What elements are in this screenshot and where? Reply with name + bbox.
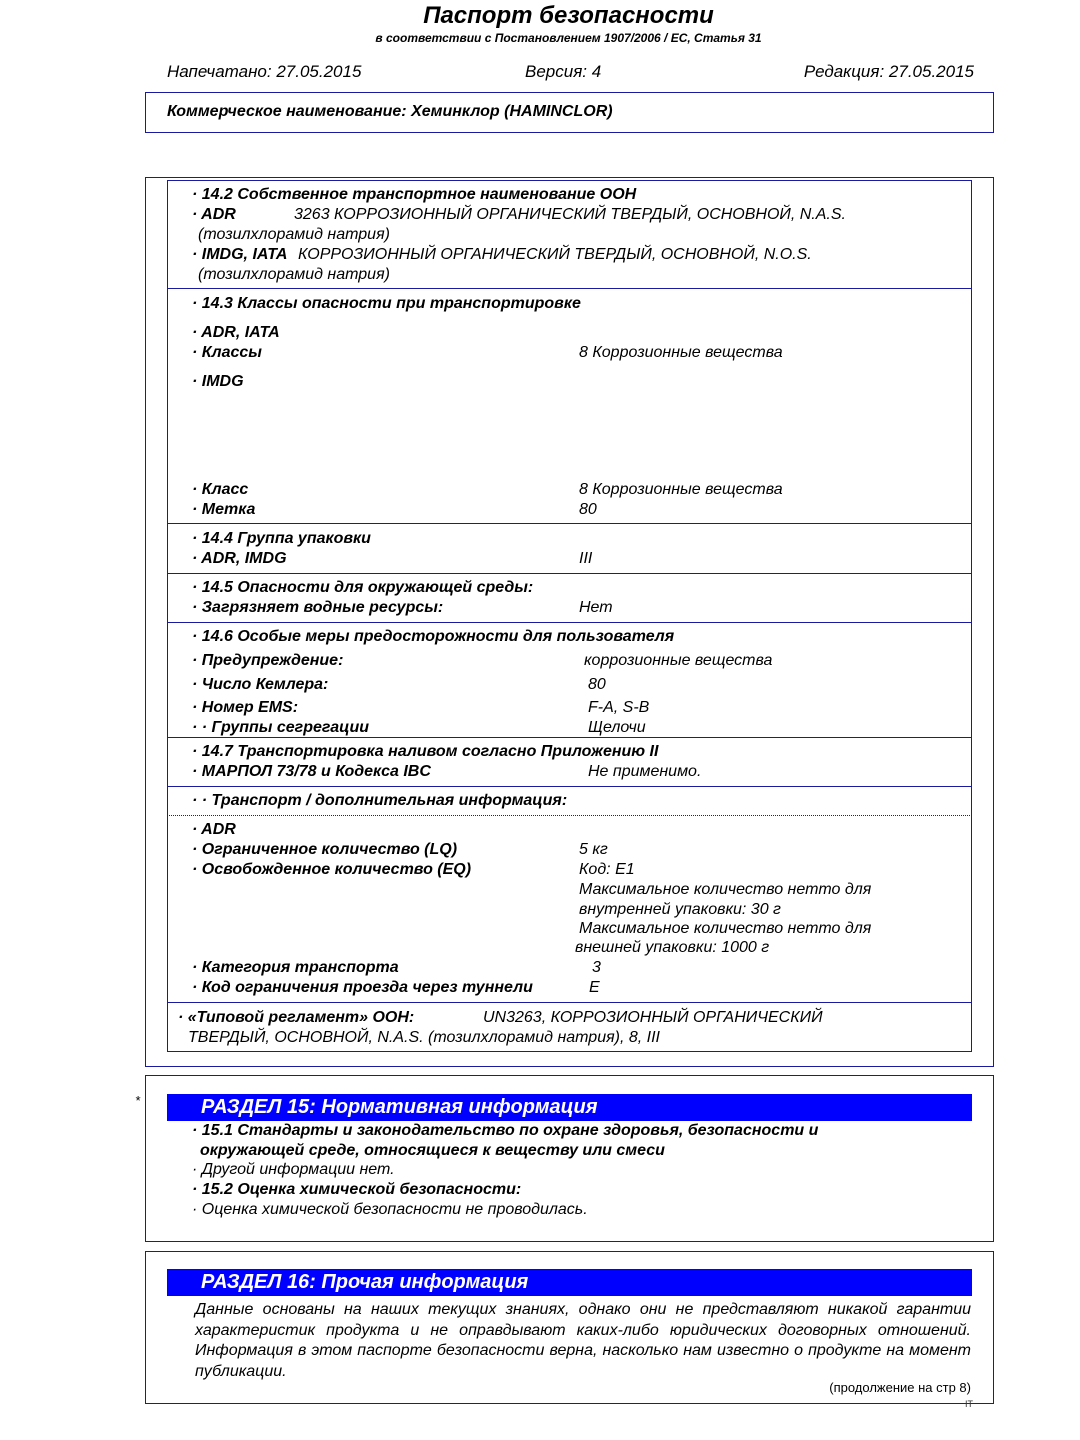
document-subtitle: в соответствии с Постановлением 1907/2006 / EC, Статья 31 (375, 31, 762, 45)
s15-1-line2: окружающей среде, относящиеся к веществу или смеси (200, 1142, 665, 1159)
s14-3-heading: · 14.3 Классы опасности при транспортировке (192, 295, 581, 312)
model-regulation-value-2: ТВЕРДЫЙ, ОСНОВНОЙ, N.A.S. (тозилхлорамид натрия), 8, III (188, 1029, 660, 1046)
divider (167, 737, 972, 738)
section16-text: Данные основаны на наших текущих знаниях, однако они не представляют никакой гарантии характеристик продукта и не оправдывают каких-либо юридических договорных отношений. Информация в этом паспорте безопасности верна, насколько нам известно о продукте на момент публикации. (195, 1301, 971, 1380)
transport-category-label: · Категория транспорта (192, 959, 399, 976)
eq-value-code: Код: E1 (579, 861, 635, 878)
transport-adr: · ADR (192, 821, 236, 838)
s14-6-kemler-label: · Число Кемлера: (192, 676, 329, 693)
document-title: Паспорт безопасности (423, 2, 714, 29)
change-marker: * (135, 1093, 141, 1108)
s14-6-ems-label: · Номер EMS: (192, 699, 299, 716)
s14-2-imdg-value-2: (тозилхлорамид натрия) (198, 266, 390, 283)
tunnel-code-label: · Код ограничения проезда через туннели (192, 979, 533, 996)
s14-6-seg-label: · · Группы сегрегации (192, 719, 369, 736)
s14-6-seg-value: Щелочи (588, 719, 646, 736)
s14-7-label: · МАРПОЛ 73/78 и Кодекса IBC (192, 763, 431, 780)
revision-date: Редакция: 27.05.2015 (803, 62, 974, 81)
divider (167, 523, 972, 524)
dotted-divider (167, 815, 972, 816)
lq-value: 5 кг (579, 841, 608, 858)
s14-6-kemler-value: 80 (588, 676, 606, 693)
section15-title: РАЗДЕЛ 15: Нормативная информация (167, 1094, 972, 1121)
s14-3-mark-value: 80 (579, 501, 597, 518)
section16-title: РАЗДЕЛ 16: Прочая информация (167, 1269, 972, 1296)
s14-6-warning-label: · Предупреждение: (192, 652, 344, 669)
s14-5-heading: · 14.5 Опасности для окружающей среды: (192, 579, 534, 596)
transport-info-heading: · · Транспорт / дополнительная информация: (192, 792, 568, 809)
eq-value-line2: Максимальное количество нетто для (579, 881, 872, 898)
trade-name: Коммерческое наименование: Хеминклор (HAMINCLOR) (167, 103, 613, 120)
s14-3-imdg: · IMDG (192, 373, 244, 390)
eq-value-line3: внутренней упаковки: 30 г (579, 901, 781, 918)
s14-3-mark-label: · Метка (192, 501, 256, 518)
s14-6-heading: · 14.6 Особые меры предосторожности для пользователя (192, 628, 675, 645)
s14-7-value: Не применимо. (588, 763, 702, 780)
s15-other-info: · Другой информации нет. (192, 1161, 395, 1178)
version: Версия: 4 (525, 62, 602, 81)
s14-4-label: · ADR, IMDG (192, 550, 287, 567)
model-regulation-value: UN3263, КОРРОЗИОННЫЙ ОРГАНИЧЕСКИЙ (483, 1009, 823, 1026)
s14-2-imdg-label: · IMDG, IATA (192, 246, 288, 263)
eq-label: · Освобожденное количество (EQ) (192, 861, 472, 878)
divider (167, 622, 972, 623)
continued-note: (продолжение на стр 8) (829, 1380, 971, 1395)
divider (167, 1002, 972, 1003)
tunnel-code-value: E (589, 979, 600, 996)
s14-6-ems-value: F-A, S-B (588, 699, 650, 716)
s14-2-adr-label: · ADR (192, 206, 236, 223)
s14-3-classes-label: · Классы (192, 344, 262, 361)
eq-value-line4: Максимальное количество нетто для (579, 920, 872, 937)
s14-2-heading: · 14.2 Собственное транспортное наименование ООН (192, 186, 637, 203)
s14-3-adr-iata: · ADR, IATA (192, 324, 280, 341)
printed-date: Напечатано: 27.05.2015 (167, 62, 362, 81)
model-regulation-label: · «Типовой регламент» ООН: (178, 1009, 415, 1026)
s14-5-label: · Загрязняет водные ресурсы: (192, 599, 444, 616)
s14-3-class-label: · Класс (192, 481, 249, 498)
divider (167, 573, 972, 574)
lq-label: · Ограниченное количество (LQ) (192, 841, 458, 858)
s14-3-classes-value: 8 Коррозионные вещества (579, 344, 783, 361)
s14-6-warning-value: коррозионные вещества (584, 652, 773, 669)
s14-3-class-value: 8 Коррозионные вещества (579, 481, 783, 498)
s14-4-value: III (579, 550, 593, 567)
s14-2-adr-value-2: (тозилхлорамид натрия) (198, 226, 390, 243)
divider (167, 288, 972, 289)
s14-2-adr-value: 3263 КОРРОЗИОННЫЙ ОРГАНИЧЕСКИЙ ТВЕРДЫЙ, ОСНОВНОЙ, N.A.S. (294, 206, 846, 223)
s14-5-value: Нет (579, 599, 613, 616)
s15-assessment: · Оценка химической безопасности не проводилась. (192, 1201, 588, 1218)
s15-1-line1: · 15.1 Стандарты и законодательство по охране здоровья, безопасности и (192, 1122, 819, 1139)
s15-2-heading: · 15.2 Оценка химической безопасности: (192, 1181, 522, 1198)
transport-category-value: 3 (592, 959, 601, 976)
s14-2-imdg-value: КОРРОЗИОННЫЙ ОРГАНИЧЕСКИЙ ТВЕРДЫЙ, ОСНОВНОЙ, N.O.S. (298, 246, 812, 263)
eq-value-line5: внешней упаковки: 1000 г (575, 939, 770, 956)
s14-4-heading: · 14.4 Группа упаковки (192, 530, 371, 547)
s14-7-heading: · 14.7 Транспортировка наливом согласно Приложению II (192, 743, 659, 760)
divider (167, 786, 972, 787)
language-code: IT (965, 1399, 973, 1409)
